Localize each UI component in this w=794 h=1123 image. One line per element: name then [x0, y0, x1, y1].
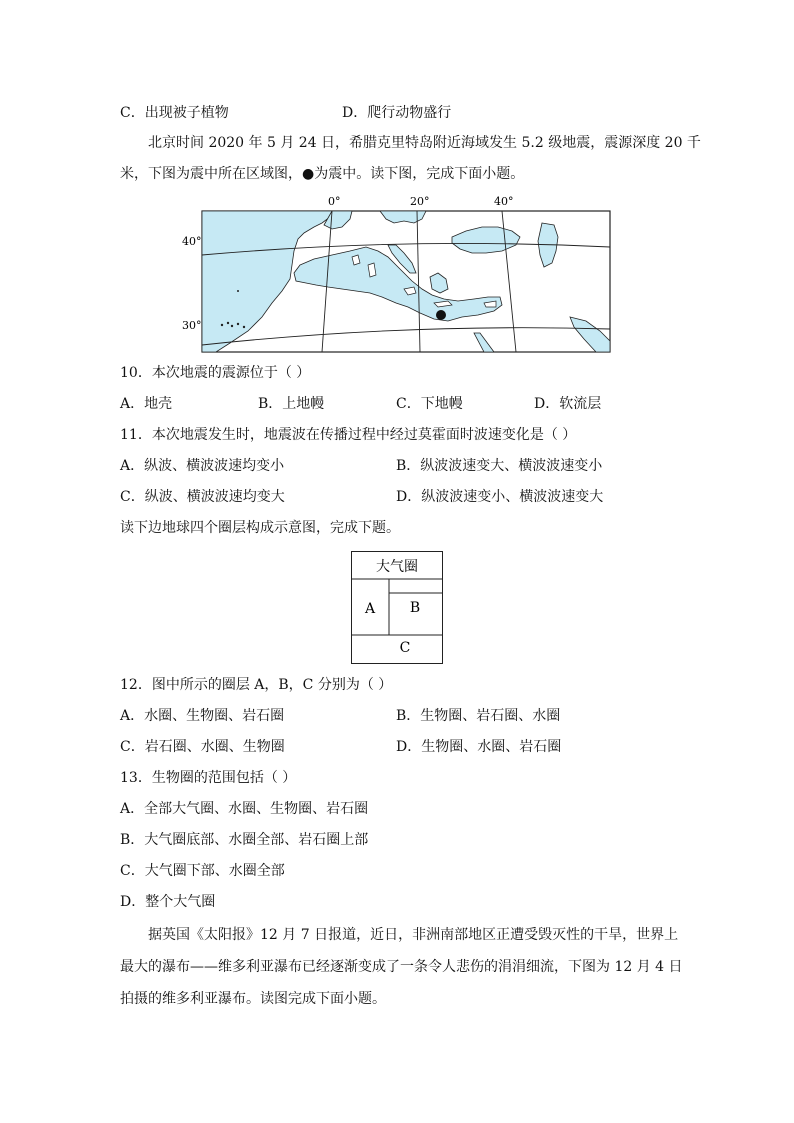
q9-option-c: C．出现被子植物	[120, 105, 229, 121]
q10-stem: 10．本次地震的震源位于（ ）	[120, 365, 311, 381]
q11-option-b: B．纵波波速变大、横波波速变小	[396, 458, 603, 474]
q10-option-a: A．地壳	[120, 396, 173, 412]
epicenter-marker	[436, 310, 446, 320]
sphere-label-b: B	[409, 600, 421, 616]
q13-option-a: A．全部大气圈、水圈、生物圈、岩石圈	[120, 801, 369, 817]
intro-spheres: 读下边地球四个圈层构成示意图，完成下题。	[120, 520, 400, 536]
q11-stem: 11．本次地震发生时，地震波在传播过程中经过莫霍面时波速变化是（ ）	[120, 427, 577, 443]
q13-option-c: C．大气圈下部、水圈全部	[120, 863, 285, 879]
sphere-label-c: C	[399, 640, 411, 656]
q13-option-b: B．大气圈底部、水圈全部、岩石圈上部	[120, 832, 369, 848]
q12-stem: 12．图中所示的圈层 A，B，C 分别为（ ）	[120, 677, 393, 693]
q10-option-d: D．软流层	[534, 396, 602, 412]
q12-option-d: D．生物圈、水圈、岩石圈	[396, 739, 562, 755]
earth-spheres-diagram	[351, 551, 443, 664]
q9-option-d: D．爬行动物盛行	[342, 105, 452, 121]
lon-label-20: 20°	[410, 195, 430, 208]
intro-earthquake-line-1: 北京时间 2020 年 5 月 24 日，希腊克里特岛附近海域发生 5.2 级地震，震源深度 20 千	[148, 135, 701, 151]
intro-earthquake-line-2: 米，下图为震中所在区域图，●为震中。读下图，完成下面小题。	[120, 166, 525, 182]
lat-label-30: 30°	[182, 319, 202, 332]
q10-option-c: C．下地幔	[396, 396, 463, 412]
lon-label-0: 0°	[328, 195, 341, 208]
lat-label-40: 40°	[182, 235, 202, 248]
q13-stem: 13．生物圈的范围包括（ ）	[120, 770, 297, 786]
lon-label-40: 40°	[494, 195, 514, 208]
q11-option-c: C．纵波、横波波速均变大	[120, 489, 285, 505]
sphere-label-a: A	[364, 601, 376, 617]
earthquake-region-map	[182, 193, 614, 355]
intro-victoria-falls-line-3: 拍摄的维多利亚瀑布。读图完成下面小题。	[120, 991, 386, 1007]
intro-victoria-falls-line-1: 据英国《太阳报》12 月 7 日报道，近日，非洲南部地区正遭受毁灭性的干旱，世界上	[148, 927, 679, 943]
q11-option-a: A．纵波、横波波速均变小	[120, 458, 285, 474]
q13-option-d: D．整个大气圈	[120, 894, 216, 910]
intro-victoria-falls-line-2: 最大的瀑布——维多利亚瀑布已经逐渐变成了一条令人悲伤的涓涓细流，下图为 12 月 4 日	[120, 959, 683, 975]
q11-option-d: D．纵波波速变小、横波波速变大	[396, 489, 604, 505]
q12-option-c: C．岩石圈、水圈、生物圈	[120, 739, 285, 755]
q12-option-b: B．生物圈、岩石圈、水圈	[396, 708, 561, 724]
q12-option-a: A．水圈、生物圈、岩石圈	[120, 708, 285, 724]
sphere-label-atmosphere: 大气圈	[376, 559, 418, 575]
q10-option-b: B．上地幔	[258, 396, 325, 412]
